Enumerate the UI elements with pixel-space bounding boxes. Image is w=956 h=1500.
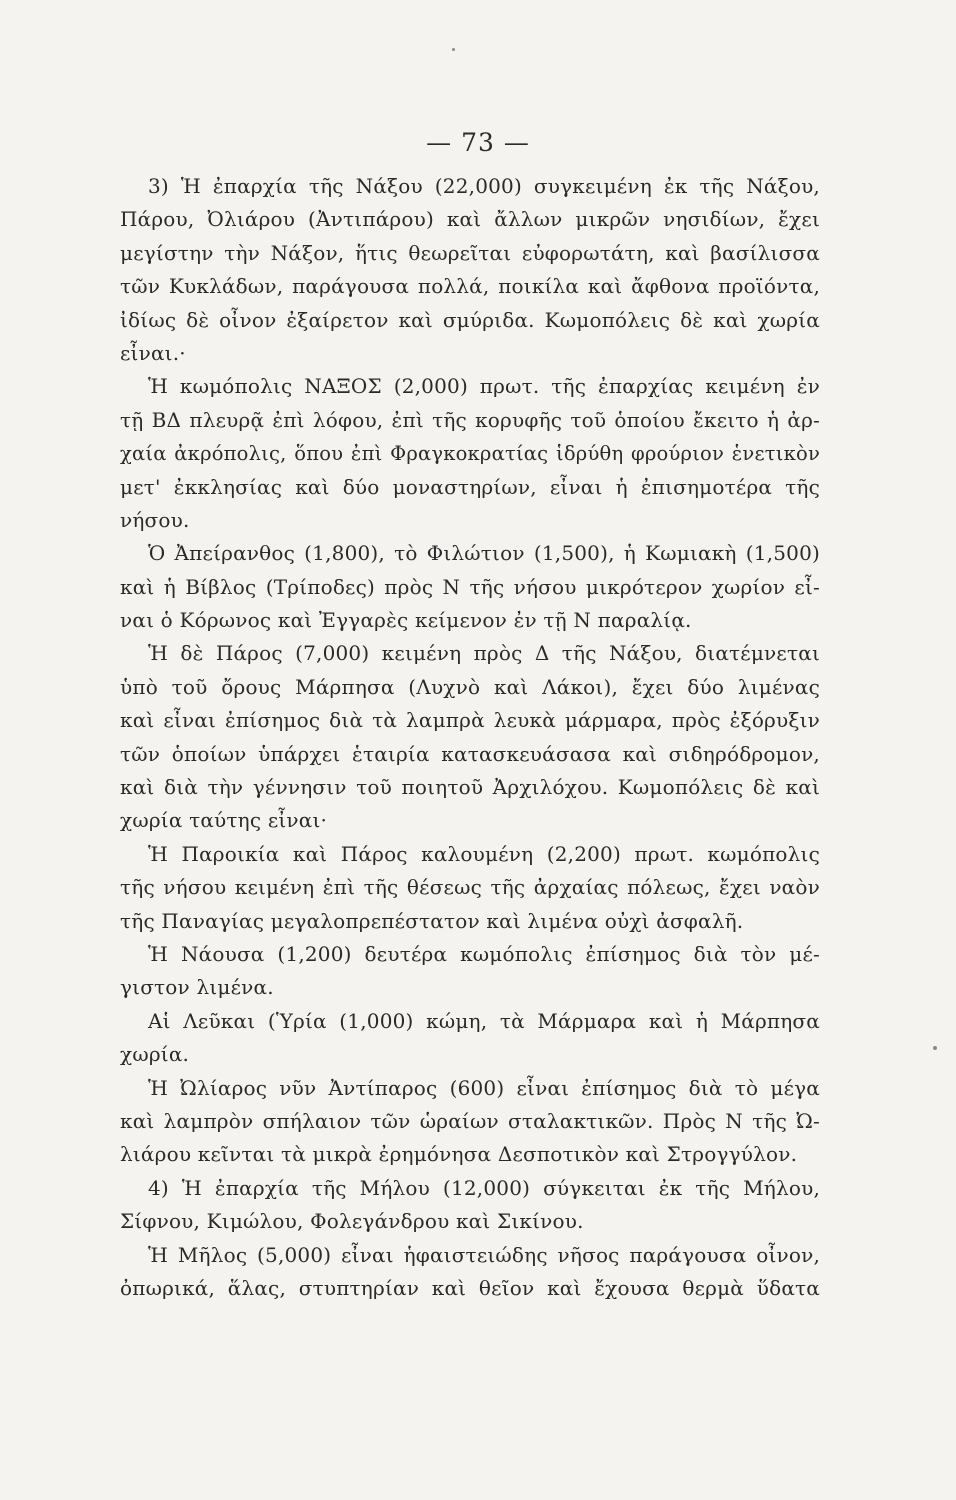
text-line: Πάρου, Ὀλιάρου (Ἀντιπάρου) καὶ ἄλλων μικρῶν νησιδίων, ἔχει: [120, 207, 820, 232]
text-line: Ἡ κωμόπολις ΝΑΞΟΣ (2,000) πρωτ. τῆς ἐπαρχίας κειμένη ἐν: [148, 374, 820, 399]
text-line: τῆς Παναγίας μεγαλοπρεπέστατον καὶ λιμένα οὐχὶ ἀσφαλῆ.: [120, 908, 744, 933]
text-line: καὶ εἶναι ἐπίσημος διὰ τὰ λαμπρὰ λευκὰ μάρμαρα, πρὸς ἐξόρυξιν: [120, 708, 820, 733]
text-line: ναι ὁ Κόρωνος καὶ Ἐγγαρὲς κείμενον ἐν τῇ Ν παραλίᾳ.: [120, 608, 692, 633]
text-line: χωρία.: [120, 1042, 190, 1067]
text-line: Ἡ Νάουσα (1,200) δευτέρα κωμόπολις ἐπίσημος διὰ τὸν μέ-: [148, 941, 820, 966]
text-line: Ἡ δὲ Πάρος (7,000) κειμένη πρὸς Δ τῆς Νάξου, διατέμνεται: [148, 641, 820, 666]
text-line: Σίφνου, Κιμώλου, Φολεγάνδρου καὶ Σικίνου.: [120, 1209, 584, 1234]
text-line: ὀπωρικά, ἅλας, στυπτηρίαν καὶ θεῖον καὶ ἔχουσα θερμὰ ὕδατα: [120, 1275, 820, 1300]
text-line: Ἡ Παροικία καὶ Πάρος καλουμένη (2,200) πρωτ. κωμόπολις: [148, 841, 820, 866]
text-line: καὶ λαμπρὸν σπήλαιον τῶν ὡραίων σταλακτικῶν. Πρὸς Ν τῆς Ὠ-: [120, 1108, 820, 1133]
text-line: τῇ ΒΔ πλευρᾷ ἐπὶ λόφου, ἐπὶ τῆς κορυφῆς τοῦ ὁποίου ἔκειτο ἡ ἀρ-: [120, 407, 820, 432]
page-number: — 73 —: [426, 128, 530, 157]
text-line: 3) Ἡ ἐπαρχία τῆς Νάξου (22,000) συγκειμένη ἐκ τῆς Νάξου,: [148, 174, 820, 198]
text-line: Αἱ Λεῦκαι (Ὑρία (1,000) κώμη, τὰ Μάρμαρα καὶ ἡ Μάρπησα: [148, 1008, 820, 1033]
text-line: Ἡ Μῆλος (5,000) εἶναι ἡφαιστειώδης νῆσος παράγουσα οἶνον,: [148, 1242, 820, 1267]
text-line: γιστον λιμένα.: [120, 975, 274, 1000]
text-line: 4) Ἡ ἐπαρχία τῆς Μήλου (12,000) σύγκειται ἐκ τῆς Μήλου,: [148, 1175, 820, 1200]
text-line: καὶ διὰ τὴν γέννησιν τοῦ ποιητοῦ Ἀρχιλόχου. Κωμοπόλεις δὲ καὶ: [120, 775, 820, 800]
text-line: ἰδίως δὲ οἶνον ἐξαίρετον καὶ σμύριδα. Κωμοπόλεις δὲ καὶ χωρία: [120, 307, 820, 332]
text-line: χαία ἀκρόπολις, ὅπου ἐπὶ Φραγκοκρατίας ἱδρύθη φρούριον ἑνετικὸν: [120, 442, 820, 466]
text-line: Ἡ Ὠλίαρος νῦν Ἀντίπαρος (600) εἶναι ἐπίσημος διὰ τὸ μέγα: [148, 1075, 820, 1100]
text-line: ὑπὸ τοῦ ὄρους Μάρπησα (Λυχνὸ καὶ Λάκοι), ἔχει δύο λιμένας: [120, 674, 820, 699]
text-line: τῆς νήσου κειμένη ἐπὶ τῆς θέσεως τῆς ἀρχαίας πόλεως, ἔχει ναὸν: [120, 875, 820, 900]
text-line: εἶναι.·: [120, 340, 186, 365]
text-line: τῶν Κυκλάδων, παράγουσα πολλά, ποικίλα καὶ ἄφθονα προϊόντα,: [120, 274, 820, 299]
paper-speck: [452, 48, 455, 51]
text-line: νήσου.: [120, 507, 190, 532]
text-line: λιάρου κεῖνται τὰ μικρὰ ἐρημόνησα Δεσποτικὸν καὶ Στρογγύλον.: [120, 1142, 798, 1167]
text-line: μετ' ἐκκλησίας καὶ δύο μοναστηρίων, εἶναι ἡ ἐπισημοτέρα τῆς: [120, 474, 820, 499]
text-line: Ὁ Ἀπείρανθος (1,800), τὸ Φιλώτιον (1,500), ἡ Κωμιακὴ (1,500): [148, 541, 820, 566]
text-line: χωρία ταύτης εἶναι·: [120, 808, 328, 833]
paper-speck: [933, 1046, 937, 1050]
text-line: μεγίστην τὴν Νάξον, ἥτις θεωρεῖται εὐφορωτάτη, καὶ βασίλισσα: [120, 240, 820, 265]
text-line: τῶν ὁποίων ὑπάρχει ἑταιρία κατασκευάσασα καὶ σιδηρόδρομον,: [120, 741, 820, 766]
text-line: καὶ ἡ Βίβλος (Τρίποδες) πρὸς Ν τῆς νήσου μικρότερον χωρίον εἶ-: [120, 574, 820, 599]
body-text: [120, 170, 820, 1305]
